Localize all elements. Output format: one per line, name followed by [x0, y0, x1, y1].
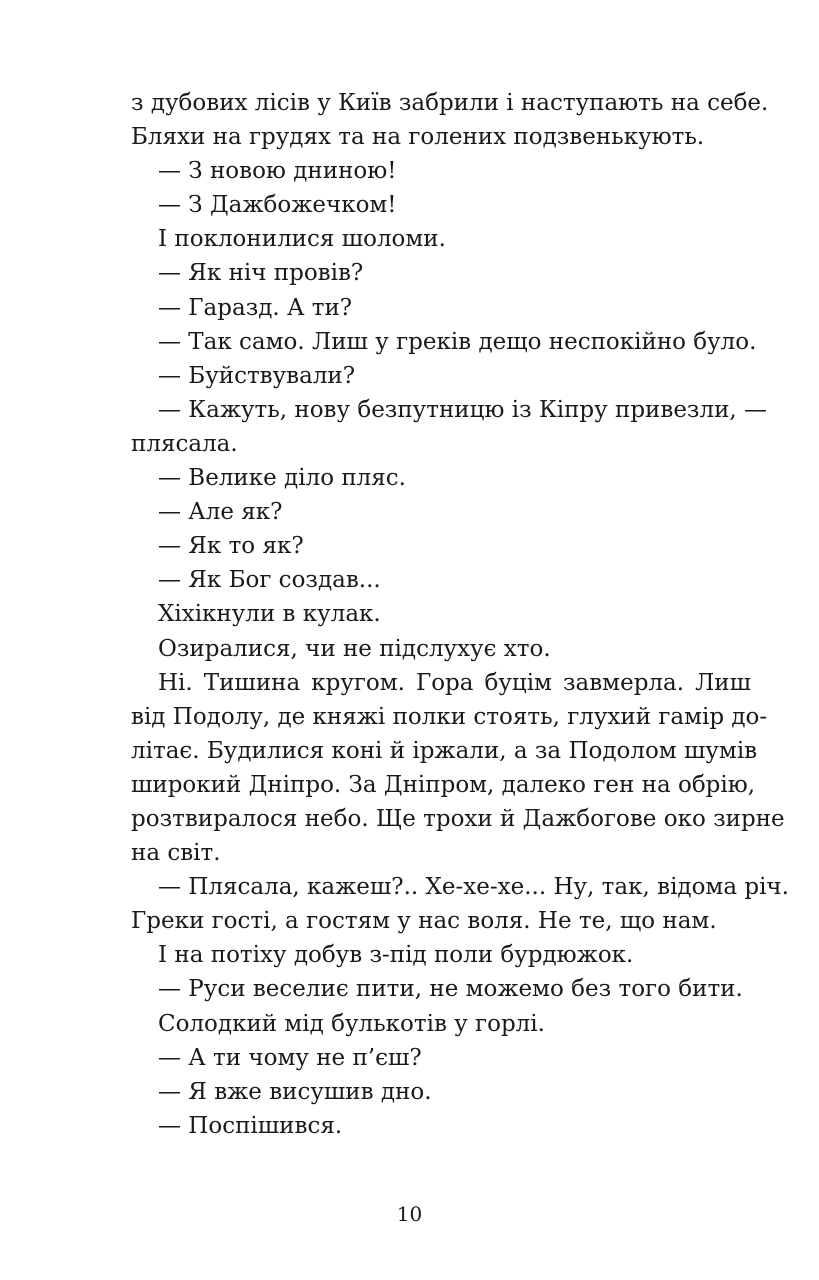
text-line: — Але як? [158, 499, 283, 526]
text-line: Озиралися, чи не підслухує хто. [158, 635, 551, 662]
text-line: — Поспішився. [158, 1112, 343, 1139]
text-line: — З Дажбожечком! [158, 192, 397, 219]
text-line: літає. Будилися коні й іржали, а за Подолом шумів [131, 737, 758, 764]
text-line: — Як то як? [158, 533, 304, 560]
text-line: — Я вже висушив дно. [158, 1078, 432, 1105]
text-line: І поклонилися шоломи. [158, 226, 446, 253]
text-line: — Гаразд. А ти? [158, 294, 353, 321]
text-line: — А ти чому не п’єш? [158, 1044, 422, 1071]
text-line: на світ. [131, 840, 221, 867]
text-line: — Руси веселиє пити, не можемо без того бити. [158, 976, 743, 1003]
text-line: Ні. Тишина кругом. Гора буцім завмерла. Лиш [158, 669, 751, 696]
text-line: з дубових лісів у Київ забрили і наступають на себе. [131, 90, 769, 116]
text-line: — Буйствували? [158, 362, 356, 389]
text-line: від Подолу, де княжі полки стоять, глухий гамір до- [131, 703, 768, 730]
text-line: плясала. [131, 430, 238, 457]
text-line: Хіхікнули в кулак. [158, 601, 381, 628]
page-number: 10 [396, 1202, 423, 1226]
text-line: — Як Бог создав... [158, 567, 381, 594]
text-line: Солодкий мід булькотів у горлі. [158, 1010, 545, 1037]
text-line: — Так само. Лиш у греків дещо неспокійно було. [158, 328, 757, 355]
text-line: — З новою дниною! [158, 158, 397, 185]
text-line: широкий Дніпро. За Дніпром, далеко ген на обрію, [131, 771, 756, 798]
text-line: І на потіху добув з-під поли бурдюжок. [158, 942, 634, 969]
text-line: — Кажуть, нову безпутницю із Кіпру привезли, — [158, 396, 768, 423]
text-line: — Як ніч провів? [158, 260, 364, 287]
text-line: Бляхи на грудях та на голених подзвенькують. [131, 124, 705, 151]
text-line: розтвиралося небо. Ще трохи й Дажбогове око зирне [131, 805, 785, 832]
body-text [131, 86, 789, 1143]
text-line: Греки гості, а гостям у нас воля. Не те, що нам. [131, 908, 717, 935]
text-line: — Плясала, кажеш?.. Хе-хе-хе... Ну, так, відома річ. [158, 874, 789, 901]
text-line: — Велике діло пляс. [158, 465, 406, 492]
